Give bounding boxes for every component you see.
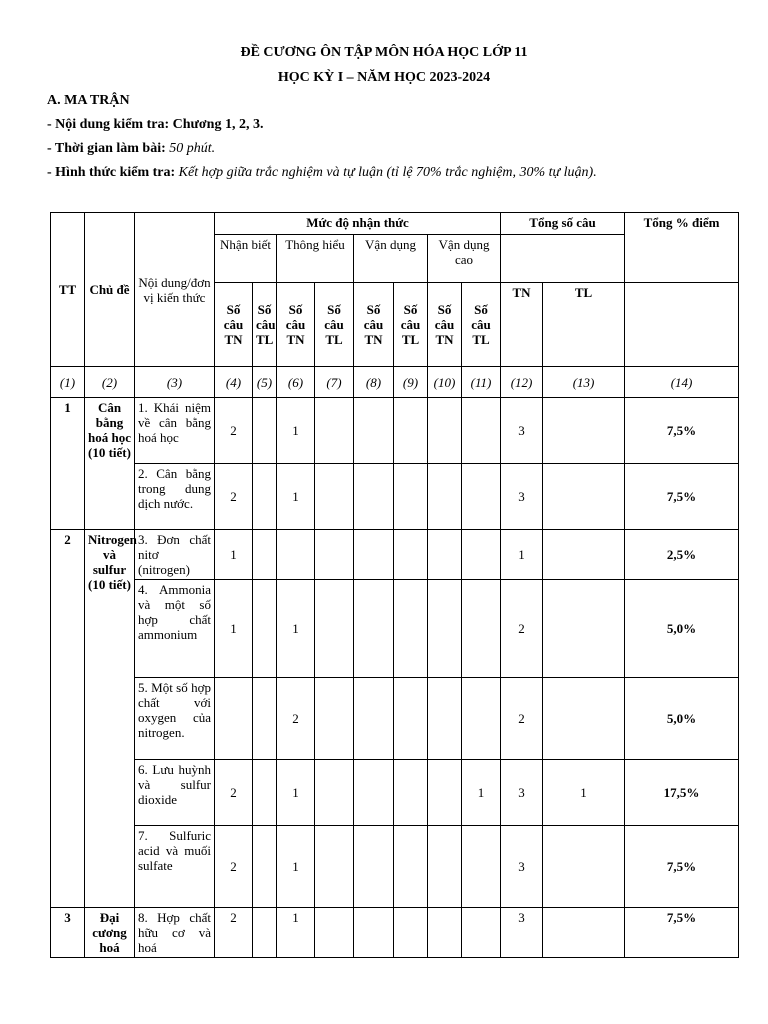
vd-tn-cell [354, 908, 394, 958]
header-tongdiem: Tổng % điểm [625, 213, 739, 283]
exam-form-label: - Hình thức kiểm tra: [47, 165, 176, 180]
th-tl-cell [315, 530, 354, 580]
vd-tl-cell [394, 530, 428, 580]
content-cell: 6. Lưu huỳnh và sulfur dioxide [135, 760, 215, 826]
header-vd-tn: Số câu TN [354, 283, 394, 367]
topic-name: Đại cương hoá [85, 908, 135, 958]
exam-content-label: - Nội dung kiểm tra: [47, 117, 170, 132]
header-mucdo: Mức độ nhận thức [215, 213, 501, 235]
total-tl-cell [543, 908, 625, 958]
col-number: (14) [625, 367, 739, 398]
vdc-tl-cell: 1 [462, 760, 501, 826]
th-tn-cell: 1 [277, 580, 315, 678]
col-number: (12) [501, 367, 543, 398]
col-number: (2) [85, 367, 135, 398]
vdc-tn-cell [428, 398, 462, 464]
percent-cell: 2,5% [625, 530, 739, 580]
exam-time-value: 50 phút. [169, 141, 216, 156]
header-th-tl: Số câu TL [315, 283, 354, 367]
nb-tl-cell [253, 398, 277, 464]
vdc-tn-cell [428, 760, 462, 826]
percent-cell: 7,5% [625, 826, 739, 908]
total-tn-cell: 3 [501, 760, 543, 826]
col-number: (7) [315, 367, 354, 398]
col-number: (6) [277, 367, 315, 398]
exam-form-line [47, 165, 597, 181]
document-subtitle: HỌC KỲ I – NĂM HỌC 2023-2024 [277, 70, 491, 85]
vdc-tl-cell [462, 678, 501, 760]
header-nb-tn: Số câu TN [215, 283, 253, 367]
vd-tn-cell [354, 826, 394, 908]
total-tn-cell: 1 [501, 530, 543, 580]
nb-tn-cell: 2 [215, 826, 253, 908]
th-tn-cell: 1 [277, 760, 315, 826]
header-tn: TN [501, 283, 543, 367]
table-row [51, 580, 739, 678]
total-tl-cell [543, 826, 625, 908]
matrix-table [50, 212, 739, 958]
vd-tn-cell [354, 398, 394, 464]
content-cell: 3. Đơn chất nitơ (nitrogen) [135, 530, 215, 580]
col-number: (5) [253, 367, 277, 398]
col-number: (3) [135, 367, 215, 398]
vd-tn-cell [354, 760, 394, 826]
col-number: (9) [394, 367, 428, 398]
nb-tn-cell: 2 [215, 908, 253, 958]
percent-cell: 5,0% [625, 580, 739, 678]
document-title: ĐỀ CƯƠNG ÔN TẬP MÔN HÓA HỌC LỚP 11 [240, 45, 528, 60]
nb-tn-cell: 2 [215, 464, 253, 530]
percent-cell: 7,5% [625, 464, 739, 530]
vdc-tl-cell [462, 464, 501, 530]
total-tl-cell: 1 [543, 760, 625, 826]
exam-time-label: - Thời gian làm bài: [47, 141, 166, 156]
total-tn-cell: 3 [501, 464, 543, 530]
th-tl-cell [315, 908, 354, 958]
nb-tl-cell [253, 464, 277, 530]
total-tn-cell: 2 [501, 580, 543, 678]
header-tt: TT [51, 213, 85, 367]
header-nb-tl: Số câu TL [253, 283, 277, 367]
th-tl-cell [315, 678, 354, 760]
header-vandungcao: Vận dụng cao [428, 235, 501, 283]
nb-tl-cell [253, 580, 277, 678]
header-tl: TL [543, 283, 625, 367]
vdc-tl-cell [462, 398, 501, 464]
section-heading: A. MA TRẬN [47, 93, 130, 108]
vdc-tn-cell [428, 826, 462, 908]
th-tl-cell [315, 464, 354, 530]
vdc-tn-cell [428, 580, 462, 678]
total-tn-cell: 3 [501, 398, 543, 464]
nb-tn-cell: 2 [215, 760, 253, 826]
content-cell: 2. Cân bằng trong dung dịch nước. [135, 464, 215, 530]
vdc-tl-cell [462, 908, 501, 958]
vdc-tn-cell [428, 678, 462, 760]
table-row [51, 678, 739, 760]
header-pct-blank [625, 283, 739, 367]
col-number: (13) [543, 367, 625, 398]
header-thonghieu: Thông hiểu [277, 235, 354, 283]
vd-tl-cell [394, 908, 428, 958]
vd-tn-cell [354, 580, 394, 678]
table-row [51, 826, 739, 908]
th-tn-cell [277, 530, 315, 580]
content-cell: 5. Một số hợp chất với oxygen của nitrogen. [135, 678, 215, 760]
topic-tt: 3 [51, 908, 85, 958]
exam-content-value: Chương 1, 2, 3. [172, 117, 264, 132]
table-row [51, 464, 739, 530]
header-vandung: Vận dụng [354, 235, 428, 283]
content-cell: 4. Ammonia và một số hợp chất ammonium [135, 580, 215, 678]
th-tn-cell: 1 [277, 826, 315, 908]
topic-tt: 1 [51, 398, 85, 530]
header-noidung: Nội dung/đơn vị kiến thức [135, 213, 215, 367]
topic-name: Cân bằng hoá học (10 tiết) [85, 398, 135, 530]
content-cell: 8. Hợp chất hữu cơ và hoá [135, 908, 215, 958]
vd-tn-cell [354, 530, 394, 580]
total-tl-cell [543, 530, 625, 580]
nb-tl-cell [253, 678, 277, 760]
vd-tl-cell [394, 398, 428, 464]
th-tn-cell: 1 [277, 908, 315, 958]
vd-tn-cell [354, 678, 394, 760]
exam-time-line [47, 141, 215, 157]
table-row [51, 398, 739, 464]
header-tongcau: Tổng số câu [501, 213, 625, 235]
table-row [51, 530, 739, 580]
th-tn-cell: 1 [277, 398, 315, 464]
header-vd-tl: Số câu TL [394, 283, 428, 367]
nb-tn-cell: 1 [215, 580, 253, 678]
th-tn-cell: 1 [277, 464, 315, 530]
nb-tl-cell [253, 908, 277, 958]
th-tn-cell: 2 [277, 678, 315, 760]
total-tn-cell: 3 [501, 908, 543, 958]
vd-tl-cell [394, 678, 428, 760]
vd-tl-cell [394, 826, 428, 908]
vdc-tl-cell [462, 530, 501, 580]
table-row [51, 908, 739, 958]
col-number: (1) [51, 367, 85, 398]
total-tl-cell [543, 398, 625, 464]
th-tl-cell [315, 826, 354, 908]
content-cell: 1. Khái niệm về cân bằng hoá học [135, 398, 215, 464]
total-tn-cell: 2 [501, 678, 543, 760]
col-number: (8) [354, 367, 394, 398]
percent-cell: 5,0% [625, 678, 739, 760]
exam-form-value: Kết hợp giữa trắc nghiệm và tự luận (tỉ lệ 70% trắc nghiệm, 30% tự luận). [178, 165, 597, 180]
total-tl-cell [543, 678, 625, 760]
th-tl-cell [315, 760, 354, 826]
header-nhanbiet: Nhận biết [215, 235, 277, 283]
vdc-tl-cell [462, 580, 501, 678]
nb-tl-cell [253, 760, 277, 826]
percent-cell: 7,5% [625, 908, 739, 958]
th-tl-cell [315, 398, 354, 464]
total-tl-cell [543, 464, 625, 530]
header-tongcau-blank [501, 235, 625, 283]
exam-content-line [47, 117, 263, 133]
nb-tl-cell [253, 826, 277, 908]
topic-name: Nitrogen và sulfur (10 tiết) [85, 530, 135, 908]
vdc-tn-cell [428, 908, 462, 958]
percent-cell: 7,5% [625, 398, 739, 464]
vdc-tn-cell [428, 464, 462, 530]
total-tn-cell: 3 [501, 826, 543, 908]
header-th-tn: Số câu TN [277, 283, 315, 367]
vdc-tl-cell [462, 826, 501, 908]
topic-tt: 2 [51, 530, 85, 908]
total-tl-cell [543, 580, 625, 678]
content-cell: 7. Sulfuric acid và muối sulfate [135, 826, 215, 908]
percent-cell: 17,5% [625, 760, 739, 826]
vd-tn-cell [354, 464, 394, 530]
vd-tl-cell [394, 464, 428, 530]
vdc-tn-cell [428, 530, 462, 580]
nb-tl-cell [253, 530, 277, 580]
col-number: (11) [462, 367, 501, 398]
column-number-row [51, 367, 739, 398]
col-number: (4) [215, 367, 253, 398]
table-row [51, 760, 739, 826]
header-chude: Chủ đề [85, 213, 135, 367]
nb-tn-cell: 2 [215, 398, 253, 464]
vd-tl-cell [394, 580, 428, 678]
col-number: (10) [428, 367, 462, 398]
th-tl-cell [315, 580, 354, 678]
header-vdc-tl: Số câu TL [462, 283, 501, 367]
header-vdc-tn: Số câu TN [428, 283, 462, 367]
vd-tl-cell [394, 760, 428, 826]
nb-tn-cell [215, 678, 253, 760]
nb-tn-cell: 1 [215, 530, 253, 580]
